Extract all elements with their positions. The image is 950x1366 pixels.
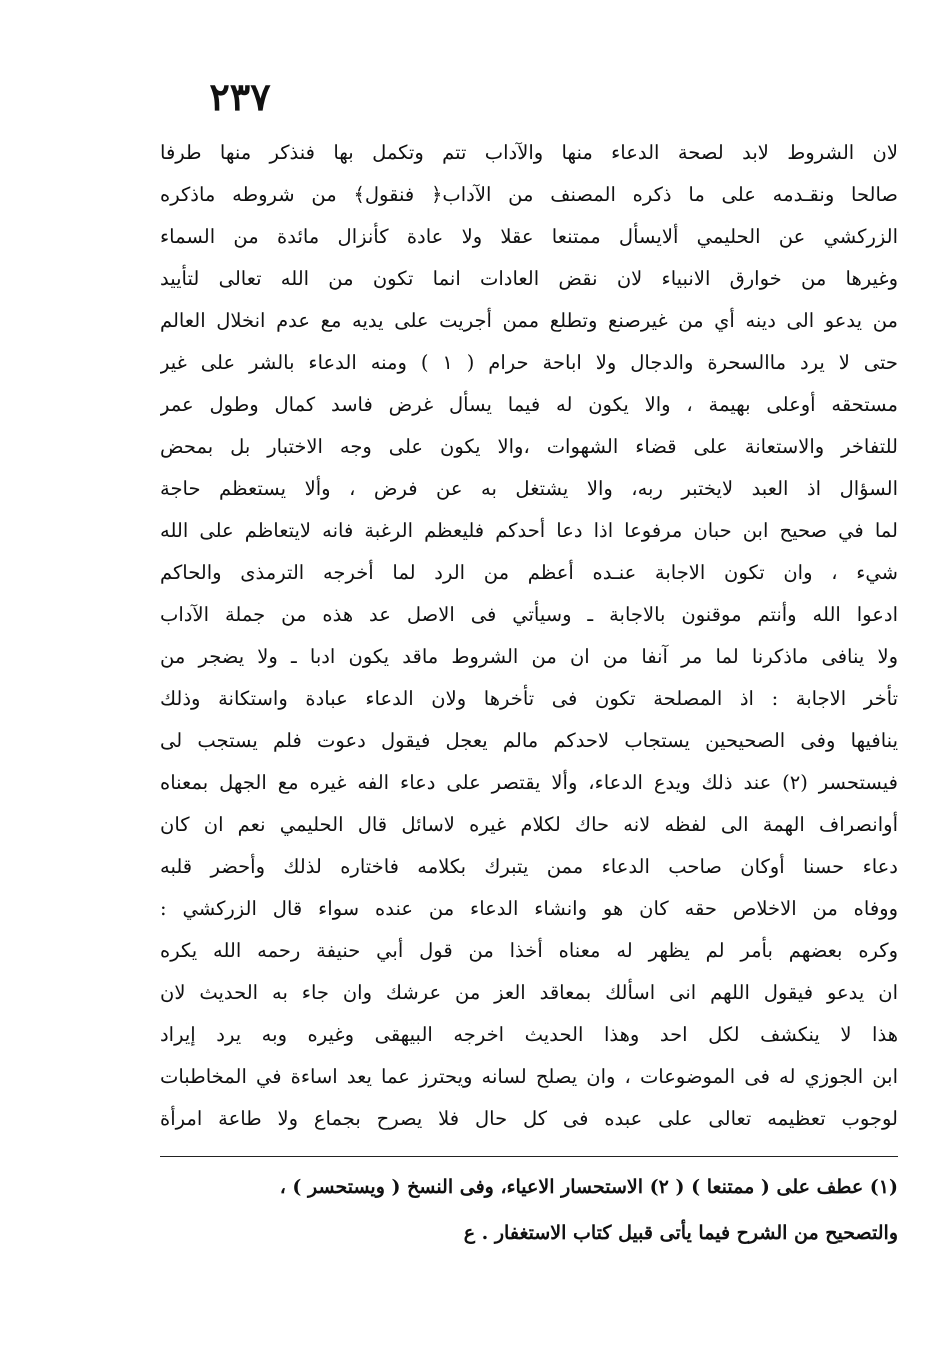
text-line: للتفاخر والاستعانة على قضاء الشهوات ،والا يكون على وجه الاختبار بل بمحض: [160, 435, 898, 458]
footnotes-block: [220, 1164, 898, 1256]
footnote-line: والتصحيح من الشرح فيما يأتى قبيل كتاب الاستغفار . ع: [463, 1222, 898, 1244]
text-line: وكره بعضهم بأمر لم يظهر له معناه أخذا من قول أبي حنيفة رحمه الله يكره: [160, 939, 898, 962]
main-text-block: [160, 132, 898, 1140]
footnote-line: (١) عطف على ( ممتنعا ) ( ٢) الاستحسار الاعياء، وفى النسخ ( ويستحسر ) ،: [279, 1176, 898, 1198]
text-line: ادعوا الله وأنتم موقنون بالاجابة ـ وسيأتي فى الاصل عد هذه من جملة الآداب: [160, 603, 898, 626]
text-line: من يدعو الى دينه أي من غيرصنع وتطلع ممن أجريت على يديه مع عدم انخلال العالم: [160, 309, 898, 332]
text-line: ان يدعو فيقول اللهم انى اسألك بمعاقد العز من عرشك وان جاء به الحديث لان: [160, 981, 898, 1004]
page-number: ٢٣٧: [209, 74, 271, 119]
text-line: لوجوب تعظيمه تعالى على عبده فى كل حال فلا يصرح بجماع ولا طاعة امرأة: [160, 1107, 898, 1130]
text-line: وغيرها من خوارق الانبياء لان نقض العادات انما تكون من الله تعالى لتأييد: [160, 267, 898, 290]
footnote-divider: [160, 1156, 898, 1157]
text-line: شيء ، وان تكون الاجابة عنـده أعظم من الرد لما أخرجه الترمذى والحاكم: [160, 561, 898, 584]
text-line: ينافيها وفى الصحيحين يستجاب لاحدكم مالم يعجل فيقول دعوت فلم يستجب لى: [160, 729, 898, 752]
text-line: ووفاه من الاخلاص حقه كان هو وانشاء الدعاء من عنده سواء قال الزركشي :: [160, 897, 898, 920]
text-line: دعاء حسنا أوكان صاحب الدعاء ممن يتبرك بكلامه فاختاره لذلك وأحضر قلبه: [160, 855, 898, 878]
text-line: تأخر الاجابة : اذ المصلحة تكون فى تأخرها ولان الدعاء عبادة واستكانة وذلك: [160, 687, 898, 710]
text-line: هذا لا ينكشف لكل احد وهذا الحديث اخرجه البيهقى وغيره وبه يرد إيراد: [160, 1023, 898, 1046]
text-line: فيستحسر (٢) عند ذلك ويدع الدعاء، وألا يقتصر على دعاء الفه غيره مع الجهل بمعناه: [160, 771, 898, 794]
text-line: لما في صحيح ابن حبان مرفوعا اذا دعا أحدكم فليعظم الرغبة فانه لايتعاظم على الله: [160, 519, 898, 542]
text-line: الزركشي عن الحليمي ألايسأل ممتنعا عقلا ولا عادة كأنزال مائدة من السماء: [160, 225, 898, 248]
text-line: مستحقه أوعلى بهيمة ، والا يكون له فيما يسأل غرض فاسد كمال وطول عمر: [160, 393, 898, 416]
text-line: أوانصراف الهمة الى لفظه لانه حاك لكلام غيره لاسائل قال الحليمي نعم ان كان: [160, 813, 898, 836]
text-line: حتى لا يرد ماالسحرة والدجال ولا اباحة حرام ( ١ ) ومنه الدعاء بالشر على غير: [160, 351, 898, 374]
text-line: صالحا ونقـدمه على ما ذكره المصنف من الآداب﴿ فنقول﴾ من شروطه ماذكره: [160, 183, 898, 206]
text-line: لان الشروط لابد لصحة الدعاء منها والآداب تتم وتكمل بها فنذكر منها طرفا: [160, 141, 898, 164]
text-line: ابن الجوزي له فى الموضوعات ، وان يصلح لسانه ويحترز عما يعد اساءة في المخاطبات: [160, 1065, 898, 1088]
text-line: السؤال اذ العبد لايختبر ربه، والا يشتغل به عن فرض ، وألا يستعظم حاجة: [160, 477, 898, 500]
text-line: ولا ينافى ماذكرنا لما مر آنفا من ان من الشروط ماقد يكون ادبا ـ ولا يضجر من: [160, 645, 898, 668]
